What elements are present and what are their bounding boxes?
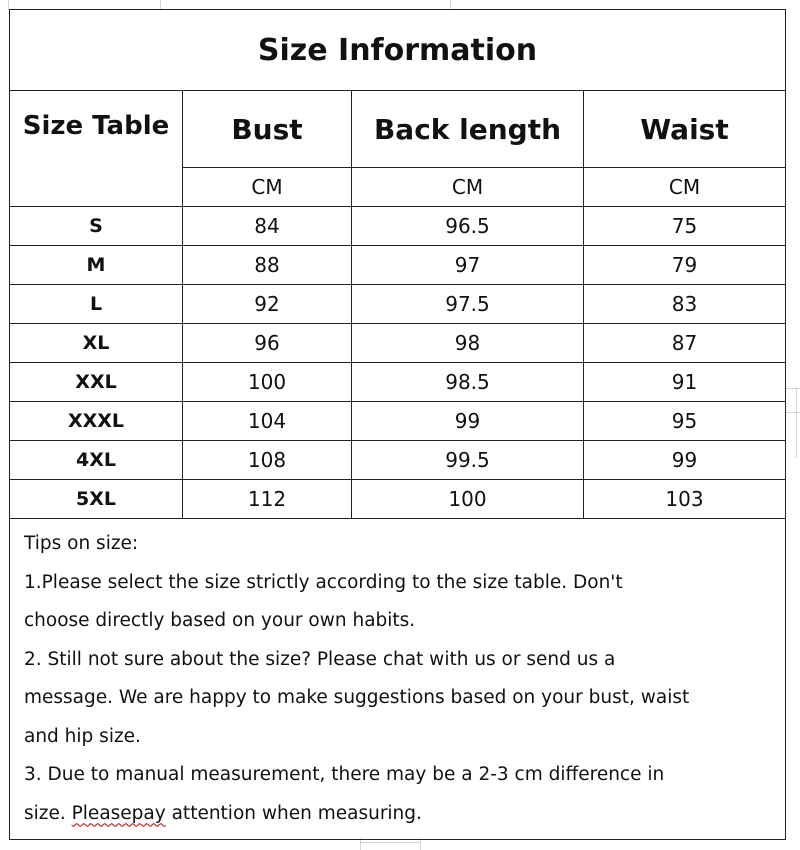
tips-text: choose directly based on your own habits. <box>24 610 416 631</box>
back-length-cell[interactable]: 100 <box>352 480 584 519</box>
back-length-cell[interactable]: 99.5 <box>352 441 584 480</box>
table-row <box>10 207 786 246</box>
table-row <box>10 441 786 480</box>
table-row <box>10 246 786 285</box>
tips-cell[interactable] <box>10 519 786 840</box>
waist-cell[interactable]: 83 <box>584 285 786 324</box>
size-cell[interactable]: 4XL <box>10 441 183 480</box>
waist-cell[interactable]: 103 <box>584 480 786 519</box>
spelling-error-word: Pleasepay <box>71 802 166 824</box>
unit-back-length[interactable]: CM <box>352 168 584 207</box>
bust-cell[interactable]: 100 <box>183 363 352 402</box>
table-row <box>10 402 786 441</box>
size-cell[interactable]: XL <box>10 324 183 363</box>
gridline <box>796 388 797 458</box>
table-row <box>10 324 786 363</box>
table-row <box>10 480 786 519</box>
title-row <box>10 10 786 91</box>
size-cell[interactable]: L <box>10 285 183 324</box>
back-length-cell[interactable]: 98 <box>352 324 584 363</box>
back-length-cell[interactable]: 97.5 <box>352 285 584 324</box>
header-bust[interactable]: Bust <box>183 91 352 168</box>
tips-text: 1.Please select the size strictly according to the size table. Don't <box>24 571 623 593</box>
header-size-table[interactable]: Size Table <box>10 91 183 207</box>
header-back-length[interactable]: Back length <box>352 91 584 168</box>
tips-heading: Tips on size: <box>24 533 139 554</box>
table-row <box>10 285 786 324</box>
tips-text: 3. Due to manual measurement, there may be a 2-3 cm difference in <box>24 764 665 785</box>
tips-text-part: size. <box>24 802 72 824</box>
bust-cell[interactable]: 108 <box>183 441 352 480</box>
tips-text <box>24 795 775 834</box>
tips-text: and hip size. <box>24 725 141 747</box>
size-cell[interactable]: M <box>10 246 183 285</box>
table-title[interactable]: Size Information <box>10 10 786 91</box>
back-length-cell[interactable]: 96.5 <box>352 207 584 246</box>
tips-text: 2. Still not sure about the size? Please chat with us or send us a <box>24 648 616 670</box>
size-table <box>9 9 786 840</box>
tips-row <box>10 519 786 840</box>
unit-waist[interactable]: CM <box>584 168 786 207</box>
gridline <box>360 842 420 843</box>
tips-text: message. We are happy to make suggestions based on your bust, waist <box>24 687 690 708</box>
bust-cell[interactable]: 84 <box>183 207 352 246</box>
waist-cell[interactable]: 87 <box>584 324 786 363</box>
header-row <box>10 91 786 168</box>
size-cell[interactable]: 5XL <box>10 480 183 519</box>
waist-cell[interactable]: 79 <box>584 246 786 285</box>
bust-cell[interactable]: 112 <box>183 480 352 519</box>
header-waist[interactable]: Waist <box>584 91 786 168</box>
tips-text-part: attention when measuring. <box>165 802 422 824</box>
table-row <box>10 363 786 402</box>
gridline <box>785 388 800 389</box>
bust-cell[interactable]: 92 <box>183 285 352 324</box>
size-cell[interactable]: XXL <box>10 363 183 402</box>
unit-bust[interactable]: CM <box>183 168 352 207</box>
bust-cell[interactable]: 88 <box>183 246 352 285</box>
waist-cell[interactable]: 95 <box>584 402 786 441</box>
back-length-cell[interactable]: 99 <box>352 402 584 441</box>
size-cell[interactable]: XXXL <box>10 402 183 441</box>
gridline <box>785 412 800 413</box>
waist-cell[interactable]: 99 <box>584 441 786 480</box>
waist-cell[interactable]: 75 <box>584 207 786 246</box>
bust-cell[interactable]: 96 <box>183 324 352 363</box>
bust-cell[interactable]: 104 <box>183 402 352 441</box>
back-length-cell[interactable]: 98.5 <box>352 363 584 402</box>
back-length-cell[interactable]: 97 <box>352 246 584 285</box>
size-cell[interactable]: S <box>10 207 183 246</box>
waist-cell[interactable]: 91 <box>584 363 786 402</box>
